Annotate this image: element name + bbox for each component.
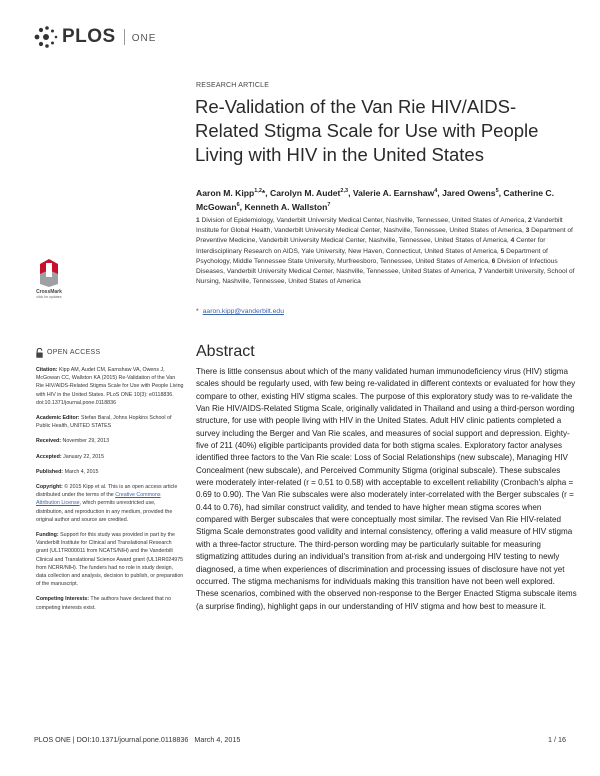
- author: [442, 188, 503, 198]
- article-info-sidebar: [36, 348, 184, 619]
- author: [353, 188, 442, 198]
- affiliation-list: [196, 216, 576, 287]
- editor-block: Academic Editor: Stefan Baral, Johns Hopkins School of Public Health, UNITED STATES: [36, 415, 172, 430]
- affiliation-number: 4: [510, 237, 515, 245]
- competing-interests-block: Competing Interests: The authors have declared that no competing interests exist.: [36, 596, 172, 611]
- email-link[interactable]: aaron.kipp@vanderbilt.edu: [202, 308, 284, 315]
- open-lock-icon: [36, 348, 43, 358]
- affiliation-number: 7: [478, 268, 482, 276]
- author-separator: ,: [437, 187, 443, 198]
- author-name: Catherine C. McGowan: [196, 187, 555, 213]
- author-separator: ,: [265, 187, 271, 198]
- author-affiliation-ref: 5: [495, 188, 499, 194]
- article-type: RESEARCH ARTICLE: [196, 82, 270, 89]
- footer-doi: PLOS ONE | DOI:10.1371/journal.pone.0118836: [34, 735, 189, 744]
- page-number: 1 / 16: [548, 735, 566, 744]
- accepted-block: Accepted: January 22, 2015: [36, 453, 105, 460]
- author-affiliation-ref: 7: [327, 202, 331, 209]
- crossmark-badge[interactable]: [36, 258, 62, 299]
- footer-date: March 4, 2015: [194, 735, 241, 744]
- abstract-text: There is little consensus about which of the many validated human immunodeficiency virus (HIV) stigma scales should be regularly used, with few being re-validated in different contexts or evaluated for how they compare to other, existing HIV stigma scales. The purpose of this exploratory study was to re-validate the Van Rie HIV/AIDS-Related Stigma Scale, originally validated in Thailand and using a third-person wording structure, for use with people living with HIV in the United States. Adult HIV clinic patients completed a survey including the Berger and Van Rie scales, and measures of social support and depression. Eighty-five of 211 (40%) eligible participants provided data for both stigma scales. Exploratory factor analyses identified three factors to the Van Rie scale: Loss of Social Relationships (new subscale), Managing HIV Concealment (new subscale), and Perceived Community Stigma (original subscale). These subscales were moderately inter-related (r = 0.51 to 0.58) with acceptable to excellent reliability (Cronbach's alpha = 0.69 to 0.90). The Van Rie subscales were also moderately inter-correlated with the Berger subscales (r = 0.44 to 0.76), had similar construct validity, and tended to have higher mean stigma scores when compared with Berger subscales that were conceptually most similar. The revised Van Rie HIV-related Stigma Scale demonstrates good validity and internal consistency, offering a valid measure of HIV stigma with a three-factor structure. The third-person wording may be particularly suitable for measuring stigmatizing attitudes during an individual's transition from at-risk and undergoing HIV testing to newly diagnosed, a time when experiences of discrimination and processing issues of disclosure have not yet occurred. The stigma mechanisms for individuals making this transition have not been well explored. These scenarios, combined with the observed non-response to the Berger Enacted Stigma subscale items (a surprise finding), highlight gaps in our understanding of HIV stigma and how best to measure it.: [196, 367, 577, 611]
- author-affiliation-ref: 2,3: [340, 188, 349, 194]
- author-separator: ,: [239, 202, 245, 213]
- author-corresponding-mark: *: [261, 187, 266, 198]
- author-separator: ,: [498, 187, 504, 198]
- crossmark-label: CrossMark: [36, 289, 62, 295]
- article-title: Re-Validation of the Van Rie HIV/AIDS-Related Stigma Scale for Use with People Living with HIV in the United States: [195, 96, 539, 165]
- affiliation-text: Department of Preventive Medicine, Vanderbilt University Medical Center, Nashville, Tennessee, United States of America,: [196, 227, 573, 245]
- author-list: [196, 185, 576, 214]
- plos-one-logo[interactable]: [33, 25, 156, 49]
- author-affiliation-ref: 4: [434, 188, 438, 194]
- affiliation-number: 3: [525, 227, 530, 235]
- affiliation-text: Division of Epidemiology, Vanderbilt University Medical Center, Nashville, Tennessee, United States of America,: [199, 217, 529, 224]
- abstract-heading: Abstract: [196, 343, 255, 360]
- received-block: Received: November 29, 2013: [36, 438, 110, 445]
- affiliation-number: 6: [491, 257, 496, 265]
- corresponding-email: [196, 308, 284, 315]
- affiliation-text: Vanderbilt Institute for Global Health, Vanderbilt University Medical Center, Nashville, Tennessee, United States of America,: [196, 217, 563, 235]
- author-affiliation-ref: 1,2: [254, 188, 262, 194]
- affiliation-text: Center for Interdisciplinary Research on AIDS, Yale University, New Haven, Connecticut, United States of America,: [196, 237, 546, 255]
- logo-separator: [124, 29, 125, 45]
- author-name: Carolyn M. Audet: [270, 187, 341, 198]
- citation-block: Citation: Kipp AM, Audet CM, Earnshaw VA, Owens J, McGowan CC, Wallston KA (2015) Re-Validation of the Van Rie HIV/AIDS-Related Stigma Scale for Use with People Living with HIV in the United States. PLoS ONE 10(3): e0118836. doi:10.1371/journal.pone.0118836: [36, 367, 184, 406]
- affiliation-number: 5: [500, 247, 505, 255]
- open-access-label: [36, 348, 184, 358]
- author-separator: ,: [348, 187, 353, 198]
- affiliation-text: Department of Psychology, Middle Tennessee State University, Murfreesboro, Tennessee, United States of America,: [196, 247, 548, 265]
- copyright-block: Copyright: © 2015 Kipp et al. This is an open access article distributed under the terms of the Creative Commons Attribution License, which permits unrestricted use, distribution, and reproduction in any medium, provided the original author and source are credited.: [36, 484, 178, 523]
- affiliation: [196, 217, 528, 224]
- author-name: Jared Owens: [442, 187, 496, 198]
- plos-dots-icon: [33, 25, 59, 49]
- author-name: Valerie A. Earnshaw: [352, 187, 435, 198]
- logo-journal: ONE: [131, 32, 157, 44]
- crossmark-icon: [37, 258, 61, 288]
- affiliation-text: Vanderbilt University, School of Nursing, Nashville, Tennessee, United States of America: [196, 268, 575, 286]
- published-block: Published: March 4, 2015: [36, 468, 99, 475]
- author-name: Kenneth A. Wallston: [244, 202, 328, 213]
- author: [196, 188, 270, 198]
- license-link[interactable]: Creative Commons Attribution License: [36, 492, 161, 507]
- logo-brand: PLOS: [62, 26, 116, 47]
- footer-citation: [34, 735, 240, 744]
- affiliation-number: 1: [196, 217, 200, 224]
- author-affiliation-ref: 6: [236, 202, 240, 209]
- open-access-text: OPEN ACCESS: [47, 348, 101, 356]
- author: [270, 188, 353, 198]
- author: [244, 202, 330, 212]
- affiliation-number: 2: [528, 217, 532, 224]
- author-name: Aaron M. Kipp: [196, 187, 255, 198]
- funding-block: Funding: Support for this study was provided in part by the Vanderbilt Institute for Clinical and Translational Research grant (UL1TR000011 from NCATS/NIH) and the Vanderbilt Clinical and Translational Science Award grant (UL1RR024975 from NCRR/NIH). The funders had no role in study design, data collection and analysis, decision to publish, or preparation of the manuscript.: [36, 532, 184, 588]
- crossmark-sub: click for updates: [36, 295, 62, 299]
- affiliation-text: Division of Infectious Diseases, Vanderbilt University Medical Center, Nashville, Tennessee, United States of America,: [196, 257, 558, 276]
- email-mark: *: [196, 308, 199, 315]
